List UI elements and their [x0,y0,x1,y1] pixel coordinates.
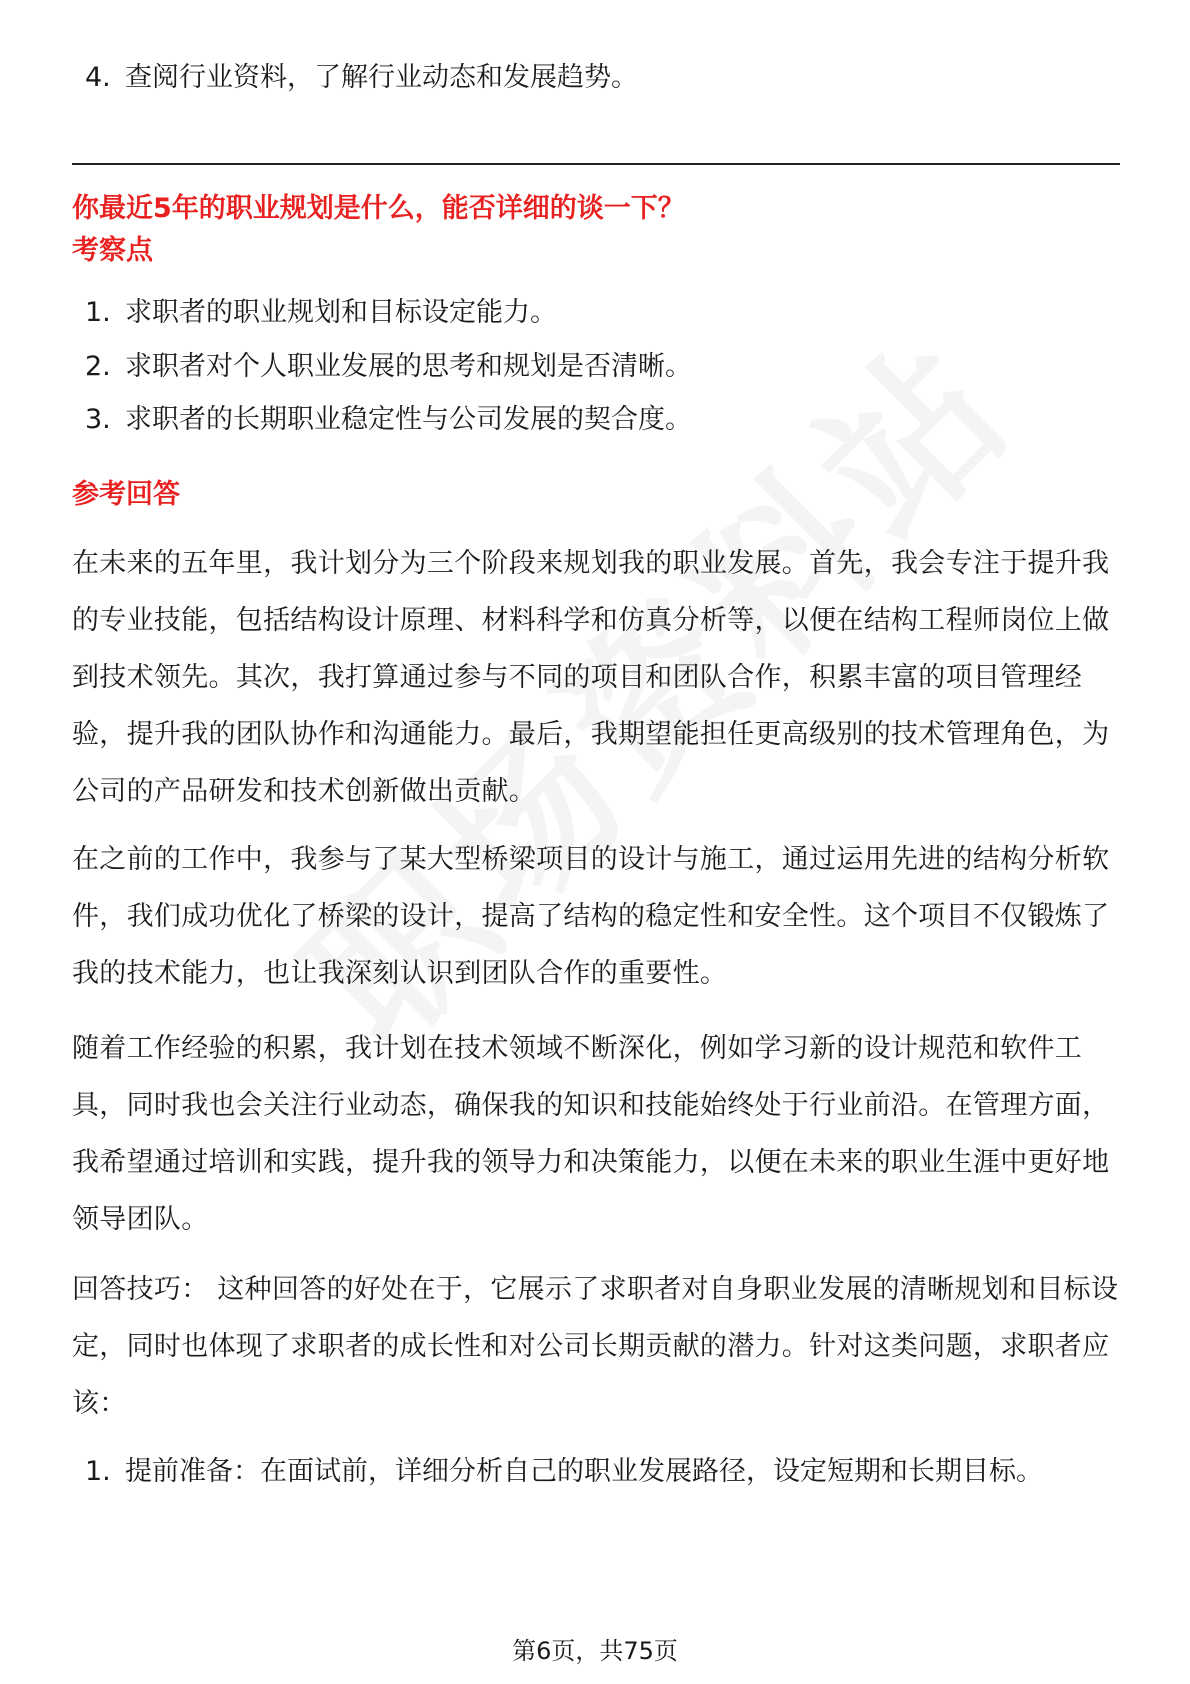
list-item [85,400,692,440]
list-item [85,58,638,98]
list-text: 提前准备：在面试前，详细分析自己的职业发展路径，设定短期和长期目标。 [125,1456,1043,1487]
list-number: 4. [85,62,111,93]
section-divider [72,163,1120,165]
list-item [85,293,557,333]
list-number: 1. [85,297,111,328]
list-text: 查阅行业资料，了解行业动态和发展趋势。 [125,62,638,93]
page-footer: 第6页，共75页 [512,1637,678,1665]
list-item [85,347,692,387]
list-number: 1. [85,1456,111,1487]
answer-heading: 参考回答 [72,479,180,510]
list-text: 求职者的职业规划和目标设定能力。 [125,297,557,328]
answer-paragraph: 在未来的五年里，我计划分为三个阶段来规划我的职业发展。首先，我会专注于提升我的专业技能，包括结构设计原理、材料科学和仿真分析等，以便在结构工程师岗位上做到技术领先。其次，我打算通过参与不同的项目和团队合作，积累丰富的项目管理经验，提升我的团队协作和沟通能力。最后，我期望能担任更高级别的技术管理角色，为公司的产品研发和技术创新做出贡献。 [72,548,1110,807]
list-number: 2. [85,351,111,382]
list-text: 求职者的长期职业稳定性与公司发展的契合度。 [125,404,692,435]
list-text: 求职者对个人职业发展的思考和规划是否清晰。 [125,351,692,382]
answer-paragraph: 随着工作经验的积累，我计划在技术领域不断深化，例如学习新的设计规范和软件工具，同时我也会关注行业动态，确保我的知识和技能始终处于行业前沿。在管理方面，我希望通过培训和实践，提升我的领导力和决策能力，以便在未来的职业生涯中更好地领导团队。 [72,1033,1110,1235]
answer-paragraph: 在之前的工作中，我参与了某大型桥梁项目的设计与施工，通过运用先进的结构分析软件，我们成功优化了桥梁的设计，提高了结构的稳定性和安全性。这个项目不仅锻炼了我的技术能力，也让我深刻认识到团队合作的重要性。 [72,844,1110,989]
tips-paragraph: 回答技巧： 这种回答的好处在于，它展示了求职者对自身职业发展的清晰规划和目标设定，同时也体现了求职者的成长性和对公司长期贡献的潜力。针对这类问题，求职者应该： [72,1274,1119,1419]
question-title: 你最近5年的职业规划是什么，能否详细的谈一下？ [72,193,685,224]
exam-points-heading: 考察点 [72,235,153,266]
list-number: 3. [85,404,111,435]
list-item [85,1452,1043,1492]
